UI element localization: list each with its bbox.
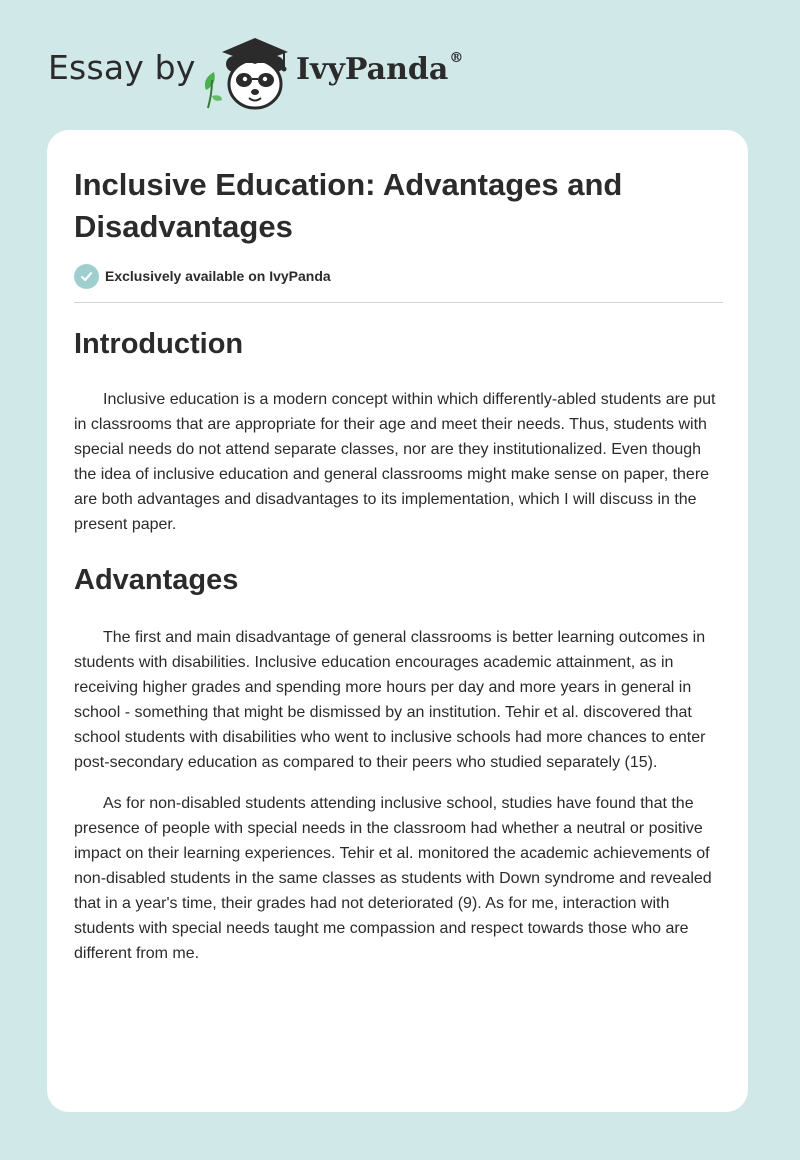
essay-content	[74, 320, 724, 966]
panda-logo-icon	[200, 34, 296, 110]
brand-name-text: IvyPanda	[296, 52, 449, 87]
brand-header	[48, 34, 508, 114]
divider	[74, 302, 723, 303]
exclusive-text: Exclusively available on IvyPanda	[105, 268, 331, 284]
essay-title: Inclusive Education: Advantages and Disadvantages	[74, 167, 623, 244]
paragraph: Inclusive education is a modern concept within which differently-abled students are put in classrooms that are appropriate for their age and meet their needs. Thus, students with special needs do not attend separate classes, nor are they institutionalized. Even though the idea of inclusive education and general classrooms might make sense on paper, there are both advantages and disadvantages to its implementation, which I will discuss in the present paper.	[74, 391, 716, 533]
paragraph: As for non-disabled students attending inclusive school, studies have found that the presence of people with special needs in the classroom had whether a neutral or positive impact on their learning experiences. Tehir et al. monitored the academic achievements of non-disabled students in the same classes as students with Down syndrome and revealed that in a year's time, their grades had not deteriorated (9). As for me, interaction with students with special needs taught me compassion and respect towards those who are different from me.	[74, 795, 712, 962]
brand-prefix: Essay by	[48, 48, 196, 87]
section-heading-advantages: Advantages	[74, 564, 239, 596]
essay-card	[47, 130, 748, 1112]
paragraph: The first and main disadvantage of general classrooms is better learning outcomes in students with disabilities. Inclusive education encourages academic attainment, as in receiving higher grades and spending more hours per day and more years in general in school - something that might be dismissed by an institution. Tehir et al. discovered that school students with disabilities who went to inclusive schools had more chances to enter post-secondary education as compared to their peers who studied separately (15).	[74, 629, 706, 771]
brand-name	[296, 52, 463, 87]
check-icon	[74, 264, 99, 289]
section-heading-introduction: Introduction	[74, 328, 244, 360]
exclusive-badge	[74, 263, 331, 289]
registered-mark: ®	[449, 50, 464, 66]
